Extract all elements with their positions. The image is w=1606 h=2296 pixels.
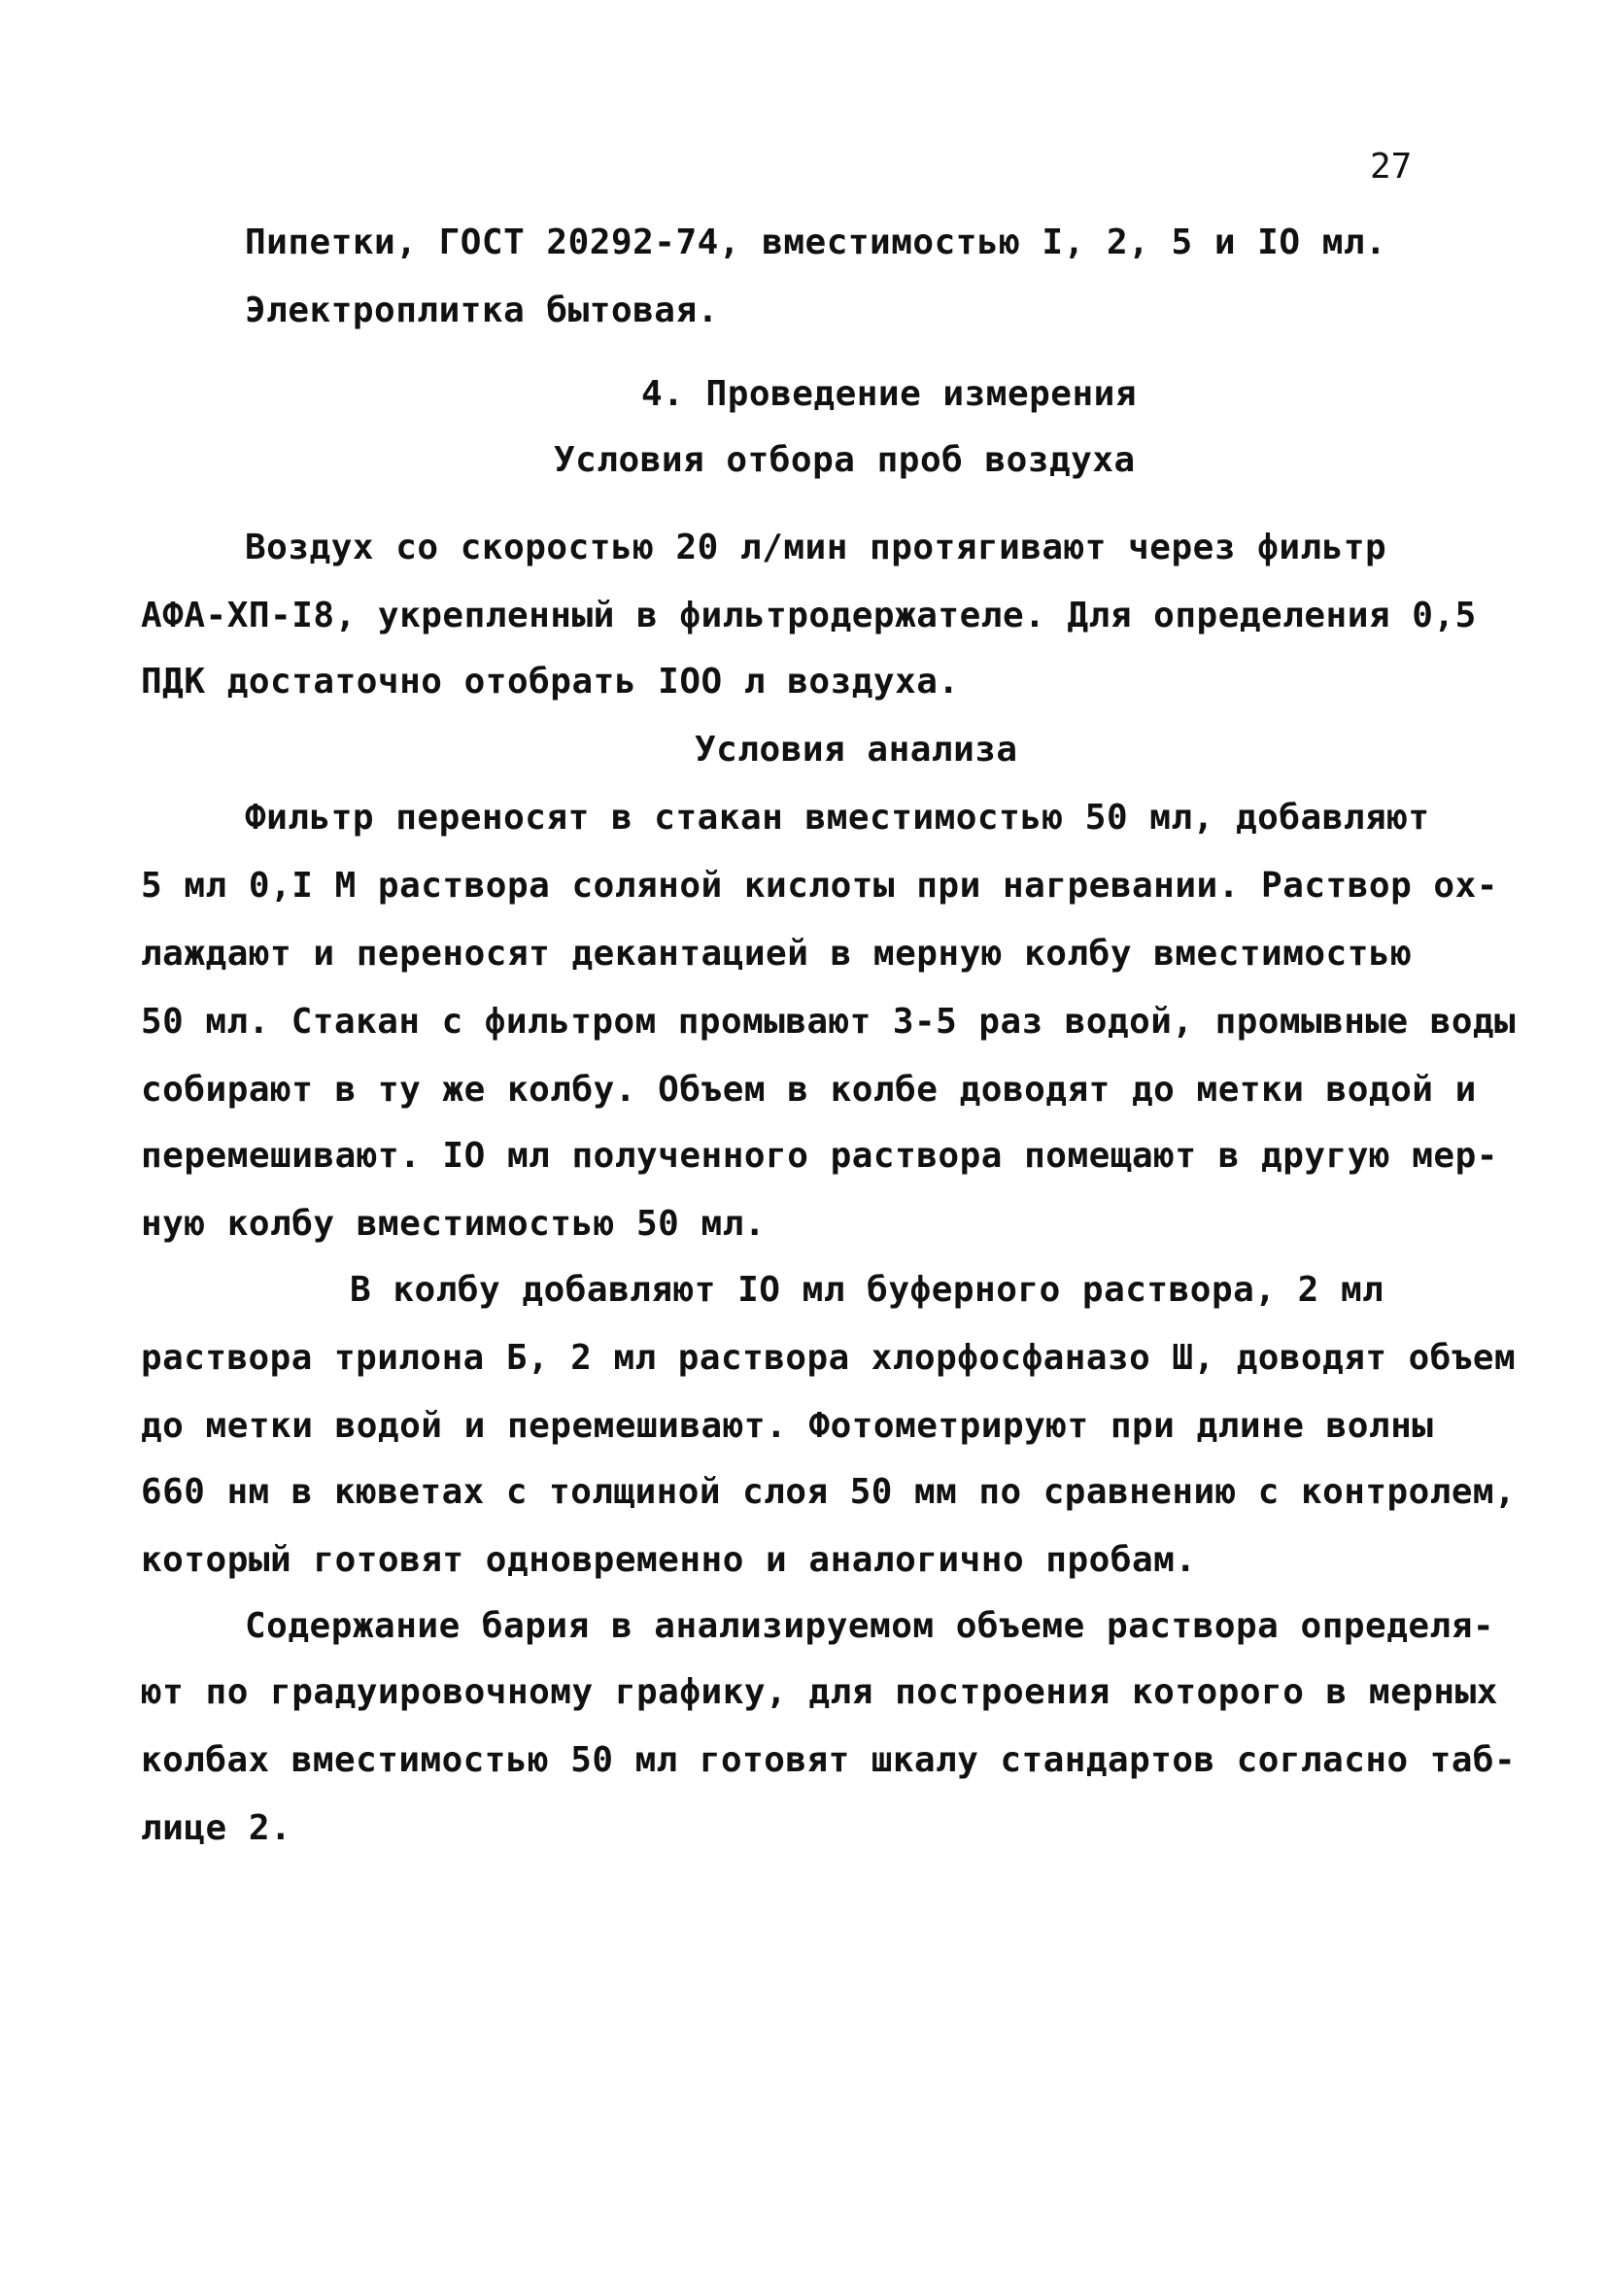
subsection-heading: Условия анализа: [695, 730, 1018, 770]
subsection-heading: Условия отбора проб воздуха: [554, 440, 1136, 480]
text-line: ют по градуировочному графику, для построения которого в мерных: [141, 1672, 1498, 1712]
text-line: АФА-ХП-I8, укрепленный в фильтродержателе. Для определения 0,5: [141, 596, 1477, 635]
text-line: Электроплитка бытовая.: [245, 291, 719, 330]
section-heading: 4. Проведение измерения: [641, 374, 1137, 414]
text-line: лице 2.: [141, 1808, 292, 1848]
text-line: ную колбу вместимостью 50 мл.: [141, 1204, 767, 1244]
text-line: до метки водой и перемешивают. Фотометрируют при длине волны: [141, 1406, 1434, 1446]
text-line: 50 мл. Стакан с фильтром промывают 3-5 раз водой, промывные воды: [141, 1002, 1517, 1042]
text-line: Пипетки, ГОСТ 20292-74, вместимостью I, 2, 5 и IO мл.: [245, 223, 1387, 262]
text-line: перемешивают. IO мл полученного раствора помещают в другую мер-: [141, 1136, 1498, 1176]
text-line: колбах вместимостью 50 мл готовят шкалу стандартов согласно таб-: [141, 1740, 1517, 1780]
text-line: 5 мл 0,I М раствора соляной кислоты при нагревании. Раствор ох-: [141, 866, 1498, 906]
text-line: 660 нм в кюветах с толщиной слоя 50 мм по сравнению с контролем,: [141, 1472, 1517, 1512]
page-number: 27: [1370, 147, 1413, 187]
text-line: Воздух со скоростью 20 л/мин протягивают через фильтр: [245, 528, 1387, 567]
text-line: который готовят одновременно и аналогично пробам.: [141, 1540, 1197, 1580]
text-line: лаждают и переносят декантацией в мерную колбу вместимостью: [141, 934, 1413, 974]
text-line: Содержание бария в анализируемом объеме раствора определя-: [245, 1606, 1495, 1646]
text-line: собирают в ту же колбу. Объем в колбе доводят до метки водой и: [141, 1070, 1477, 1110]
text-line: Фильтр переносят в стакан вместимостью 50 мл, добавляют: [245, 798, 1430, 838]
text-line: ПДК достаточно отобрать IOO л воздуха.: [141, 662, 960, 702]
text-line: В колбу добавляют IO мл буферного раствора, 2 мл: [350, 1270, 1384, 1310]
text-line: раствора трилона Б, 2 мл раствора хлорфосфаназо Ш, доводят объем: [141, 1338, 1517, 1378]
